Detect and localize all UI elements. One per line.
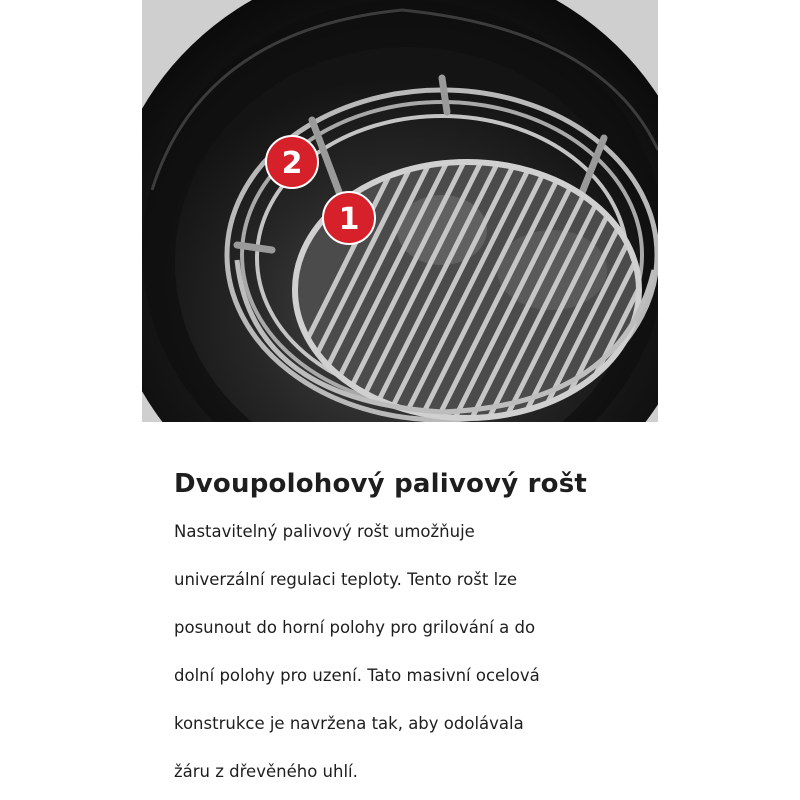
description-line: Nastavitelný palivový rošt umožňuje bbox=[174, 522, 475, 541]
feature-title: Dvoupolohový palivový rošt bbox=[174, 469, 587, 499]
callout-badge-2 bbox=[266, 136, 318, 188]
grill-illustration bbox=[142, 0, 658, 422]
feature-description bbox=[174, 508, 654, 796]
callout-badge-1 bbox=[323, 192, 375, 244]
description-line: dolní polohy pro uzení. Tato masivní ocelová bbox=[174, 666, 540, 685]
description-line: posunout do horní polohy pro grilování a do bbox=[174, 618, 536, 637]
description-line: univerzální regulaci teploty. Tento rošt lze bbox=[174, 570, 518, 589]
svg-text:1: 1 bbox=[338, 202, 360, 237]
description-line: konstrukce je navržena tak, aby odolávala bbox=[174, 714, 524, 733]
product-photo bbox=[142, 0, 658, 422]
description-line: žáru z dřevěného uhlí. bbox=[174, 762, 358, 781]
svg-text:2: 2 bbox=[281, 146, 303, 181]
